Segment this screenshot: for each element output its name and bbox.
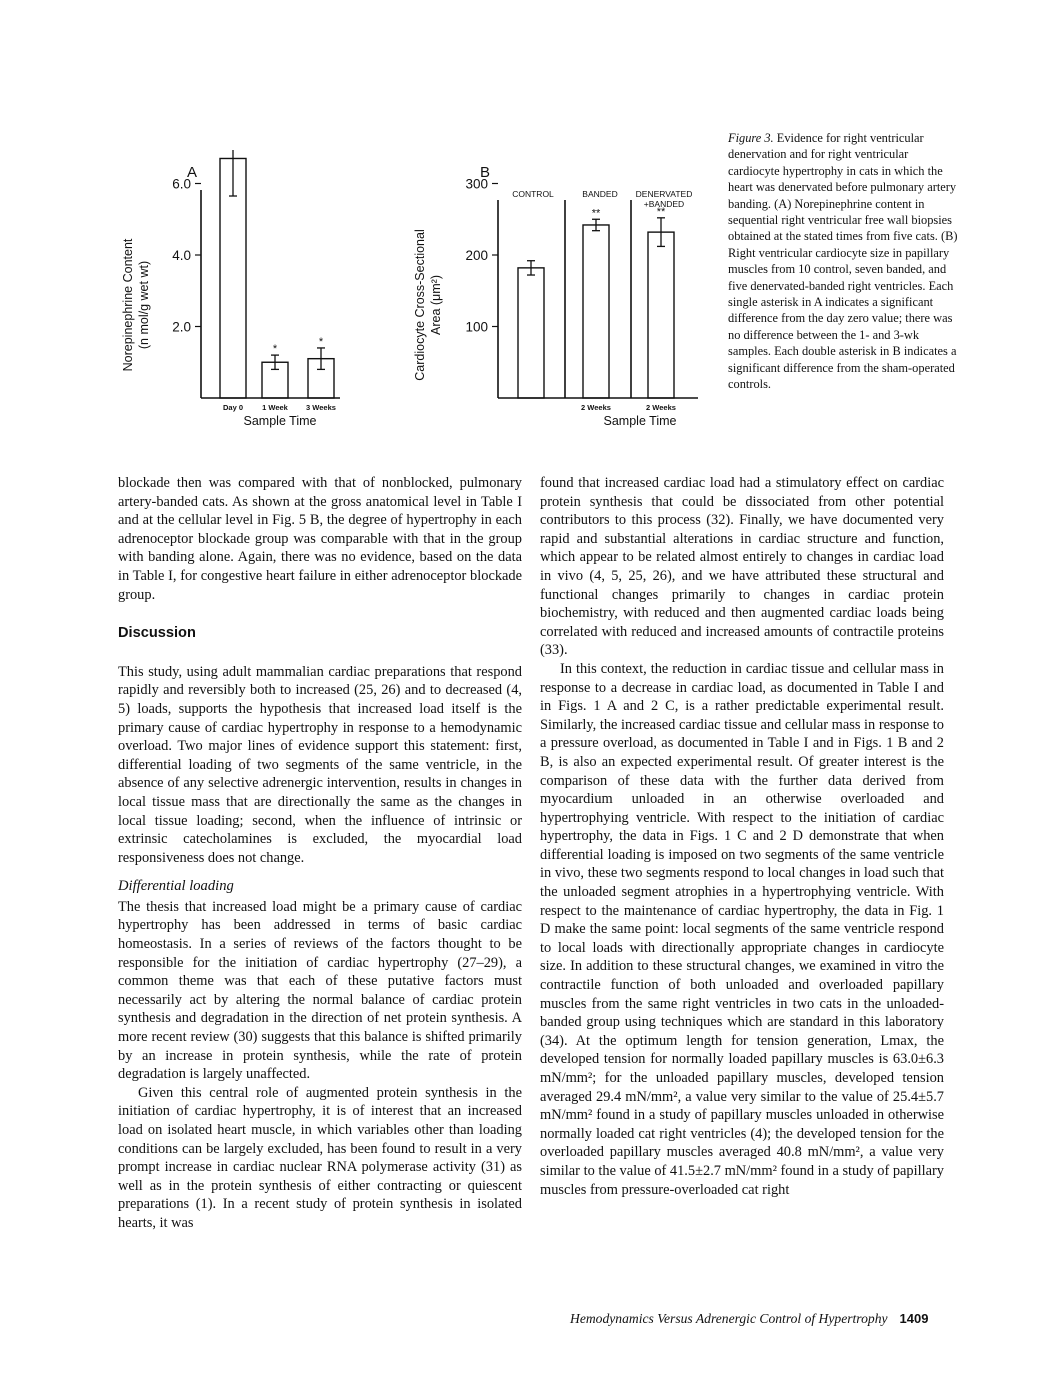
panel-b-ylabel-1: Cardiocyte Cross-Sectional	[413, 229, 427, 381]
panel-b-plot	[465, 177, 698, 413]
panel-a-ylabel-2: (n mol/g wet wt)	[137, 260, 151, 350]
panel-b-bar-2	[648, 232, 674, 398]
caption-text: Evidence for right ventricular denervation and for right ventricular cardiocyte hypertrophy in cats in which the heart was denervated before pulmonary artery banding. (A) Norepinephrine content in sequential right ventricular free wall biopsies obtained at the stated times from five cats. (B) Right ventricular cardiocyte size in papillary muscles from 10 control, seven banded, and five denervated-banded right ventricles. Each single asterisk in A indicates a significant difference from the day zero value; there was no difference between the 1- and 3-wk samples. Each double asterisk in B indicates a significant difference from the sham-operated controls.	[728, 131, 958, 392]
group-label-plus-banded: +BANDED	[643, 199, 685, 209]
panel-b-xlabel: Sample Time	[603, 414, 677, 428]
panel-b-ytick-label-2: 300	[465, 176, 488, 192]
panel-b-bar-1	[583, 225, 609, 398]
panel-b-label: B	[480, 164, 491, 181]
panel-a-ytick-label-2: 6.0	[172, 176, 191, 192]
left-column	[118, 474, 522, 1233]
page-footer	[570, 1311, 928, 1327]
figure-3	[100, 150, 720, 440]
panel-a-xtick-label-0: Day 0	[222, 403, 244, 412]
panel-b-ytick-label-0: 100	[465, 319, 488, 335]
panel-b-xtick-label-1: 2 Weeks	[581, 403, 611, 412]
left-paragraph-1: blockade then was compared with that of nonblocked, pulmonary artery-banded cats. As shown at the gross anatomical level in Table I and at the cellular level in Fig. 5 B, the degree of hypertrophy in each adrenoceptor blockade group was comparable with that in the group with banding alone. Again, there was no evidence, based on the data in Table I, for congestive heart failure in either adrenoceptor blockade group.	[118, 475, 522, 603]
panel-a-plot	[172, 150, 340, 412]
right-column	[540, 474, 944, 1199]
running-title: Hemodynamics Versus Adrenergic Control of Hypertrophy	[570, 1311, 888, 1326]
panel-b-xtick-label-2: 2 Weeks	[646, 403, 676, 412]
page-number: 1409	[899, 1311, 929, 1326]
panel-a-ylabel-1: Norepinephrine Content	[121, 238, 135, 372]
panel-b-ylabel-2: Area (μm²)	[429, 275, 443, 335]
right-paragraph-2: In this context, the reduction in cardiac tissue and cellular mass in response to a decrease in cardiac load, as documented in Table I and in Figs. 1 A and 2 C, is a rather predictable experimental result. Similarly, the increased cardiac tissue and cellular mass in response to a pressure overload, as documented in Table I and in Figs. 1 B and 2 B, is also an expected experimental result. Of greater interest is the comparison of these data with the further data derived from myocardium unloaded in an otherwise overloaded and hypertrophying ventricle. With respect to the initiation of cardiac hypertrophy, the data in Figs. 1 C and 2 D demonstrate that when differential loading is imposed on two segments of the same ventricle in vivo, these two segments respond to local changes in load such that the unloaded segment atrophies in a hypertrophying ventricle. With respect to the maintenance of cardiac hypertrophy, the data in Fig. 1 D make the same point: local segments of the same ventricle respond to local loads with directionally appropriate changes in cardiocyte size. In addition to these structural changes, we examined in vitro the contractile function of both unloaded and overloaded papillary muscles from the same right ventricles in two cats in the unloaded-banded group using techniques which are standard in this laboratory (34). At the optimum length for tension generation, Lmax, the developed tension for normally loaded papillary muscles is 63.0±6.3 mN/mm²; for the unloaded papillary muscles, developed tension averaged 29.4 mN/mm², a value very similar to the value of 25.4±5.7 mN/mm² found in a study of papillary muscles unloaded in otherwise normally loaded cat right ventricles (4); the developed tension for the overloaded papillary muscles averaged 40.8 mN/mm², a value very similar to the value of 41.5±2.7 mN/mm² found in a study of papillary muscles from pressure-overloaded cat right	[540, 660, 944, 1198]
panel-a-significance-1: *	[272, 343, 278, 356]
panel-a-significance-2: *	[318, 335, 324, 348]
left-paragraph-2: This study, using adult mammalian cardiac preparations that respond rapidly and reversibly both to increased (25, 26) and to decreased (4, 5) loads, supports the hypothesis that increased load itself is the primary cause of cardiac hypertrophy in response to a hemodynamic overload. Two major lines of evidence support this statement: first, differential loading of two segments of the same ventricle, in the absence of any selective adrenergic intervention, results in changes in local tissue mass that are directionally the same as the changes in local tissue loading; second, when the influence of intrinsic or extrinsic catecholamines is excluded, the myocardial load responsiveness does not change.	[118, 663, 522, 866]
panel-a-xtick-label-1: 1 Week	[262, 403, 288, 412]
panel-b-ytick-label-1: 200	[465, 248, 488, 263]
panel-b-bar-0	[518, 268, 544, 398]
panel-a-xlabel: Sample Time	[243, 414, 317, 428]
panel-b-significance-1: **	[591, 207, 601, 220]
caption-label: Figure 3.	[728, 131, 774, 145]
panel-a-xtick-label-2: 3 Weeks	[306, 403, 336, 412]
group-label-control: CONTROL	[512, 189, 554, 199]
panel-a-label: A	[187, 164, 198, 181]
figure-caption	[728, 130, 960, 393]
panel-a-ytick-label-1: 4.0	[172, 248, 191, 263]
left-paragraph-4: Given this central role of augmented protein synthesis in the initiation of cardiac hypertrophy, it is of interest that an increased load on isolated heart muscle, in which variables other than loading conditions can be largely excluded, has been found to result in a very prompt increase in cardiac nuclear RNA polymerase activity (31) as well as in the protein synthesis of either contracting or quiescent preparations (1). In a recent study of protein synthesis in isolated hearts, it was	[118, 1084, 522, 1231]
section-heading-discussion: Discussion	[118, 625, 196, 642]
right-paragraph-1: found that increased cardiac load had a stimulatory effect on cardiac protein synthesis that could be dissociated from other potential contributors to this process (32). Finally, we have documented very rapid and substantial alterations in cardiac structure and function, which appear to be related almost entirely to changes in cardiac load in vivo (4, 5, 25, 26), and we have attributed these structural and functional changes primarily to changes in cardiac protein biochemistry, with reduced and then augmented cardiac loads being correlated with reduced and increased amounts of contractile proteins (33).	[540, 475, 944, 659]
left-paragraph-3: The thesis that increased load might be a primary cause of cardiac hypertrophy has been addressed in terms of basic cardiac homeostasis. In a series of reviews of the factors thought to be responsible for the initiation of cardiac hypertrophy (27–29), a common theme was that each of these putative factors must necessarily act by altering the normal balance of cardiac protein synthesis and degradation in the direction of net protein synthesis. A more recent review (30) suggests that this balance is shifted primarily by an increase in protein synthesis, while the rate of protein degradation is largely unaffected.	[118, 898, 522, 1083]
group-label-denervated: DENERVATED	[635, 189, 693, 199]
panel-b-significance-2: **	[656, 205, 666, 218]
panel-a-ytick-label-0: 2.0	[172, 319, 191, 335]
subheading-differential-loading: Differential loading	[118, 878, 234, 895]
group-label-banded: BANDED	[582, 189, 618, 199]
